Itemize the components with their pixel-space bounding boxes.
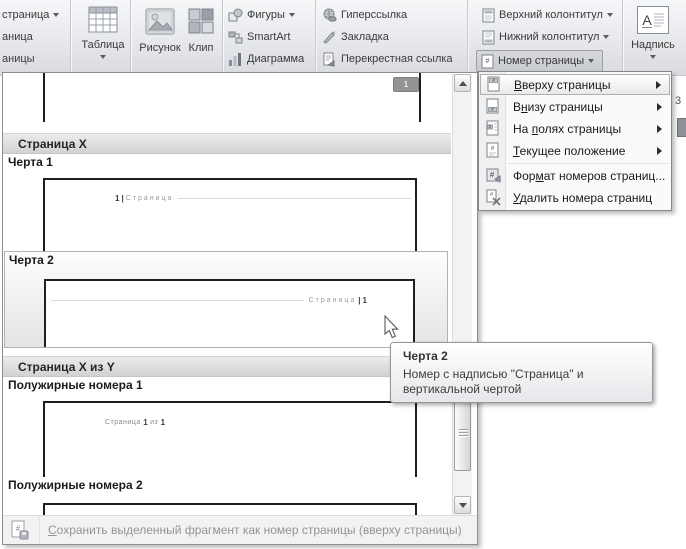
svg-text:#: # [489,170,495,180]
menu-item-top-of-page[interactable]: # Вверху страницы [480,74,670,95]
preview-page: 1 | Страница [43,178,417,251]
preview-rule-line [178,198,411,199]
bookmark-icon [322,30,337,45]
group-divider [315,0,316,75]
gallery-item-cherta-2[interactable]: Черта 2 Страница | 1 [4,251,448,348]
save-selection-command[interactable]: # Сохранить выделенный фрагмент как номер страницы (вверху страницы) [3,515,477,544]
clipart-button[interactable]: Клип [184,8,218,54]
page-number-button[interactable]: # Номер страницы [476,50,603,72]
dropdown-arrow-icon [650,55,656,59]
header-icon [482,8,495,23]
background-window-fragment [677,118,686,137]
submenu-arrow-icon [657,147,662,155]
scroll-down-button[interactable] [454,496,471,514]
menu-item-format-page-numbers[interactable]: # Формат номеров страниц... [480,165,670,186]
gallery-scrollbar[interactable] [452,74,472,515]
chart-button[interactable]: Диаграмма [228,51,304,67]
footer-icon [482,30,495,45]
format-page-numbers-icon [480,167,506,184]
tooltip-title: Черта 2 [403,349,448,363]
gallery-item-tooltip [390,342,653,403]
page-number-bottom-icon [480,98,506,115]
menu-item-current-position[interactable]: # Текущее положение [480,140,670,161]
scroll-up-icon [459,81,467,86]
svg-text:#: # [485,57,490,65]
submenu-arrow-icon [657,125,662,133]
ribbon [0,0,686,76]
thumb-grip [459,432,468,433]
dropdown-arrow-icon [100,55,106,59]
footer-button[interactable]: Нижний колонтитул [482,29,609,45]
group-divider [222,0,223,75]
textbox-icon: A [637,6,669,34]
dropdown-arrow-icon [603,35,609,39]
clipart-icon [187,8,215,35]
gallery-item-bold-numbers-2[interactable]: Полужирные номера 2 [3,477,451,515]
hyperlink-icon [322,8,337,23]
header-button[interactable]: Верхний колонтитул [482,7,613,23]
scroll-up-button[interactable] [454,74,471,92]
gallery-section-header-page-x: Страница X [3,133,451,154]
submenu-arrow-icon [656,81,661,89]
picture-icon [145,8,175,35]
dropdown-arrow-icon [53,13,59,17]
bookmark-button[interactable]: Закладка [322,29,389,45]
textbox-button[interactable]: A Надпись [630,6,676,59]
footer-divider [39,517,40,544]
preview-page: Страница 1 из 1 [43,401,417,477]
gallery-item-scrolled-preview[interactable] [43,73,421,122]
group-divider [130,0,131,75]
preview-rule-line [51,300,304,301]
svg-text:#: # [489,192,494,198]
dropdown-arrow-icon [289,13,295,17]
scrollbar-thumb[interactable] [454,394,471,471]
gallery-section-header-page-x-of-y: Страница X из Y [3,356,451,377]
page-number-icon [481,54,494,69]
shapes-button[interactable]: Фигуры [228,7,295,23]
page-number-current-icon [480,142,506,159]
page-number-margin-icon [480,120,506,137]
scroll-down-icon [459,503,467,508]
cross-reference-icon [322,52,337,67]
submenu-arrow-icon [657,103,662,111]
cover-page-button[interactable]: страница [2,7,59,23]
menu-separator [508,163,668,164]
page-number-menu [478,71,672,211]
gallery-item-bold-numbers-1[interactable]: Полужирные номера 1 Страница 1 из 1 [3,377,451,477]
svg-text:#: # [491,107,494,114]
dropdown-arrow-icon [588,59,594,63]
gallery-item-cherta-1[interactable]: Черта 1 1 | Страница [3,154,451,251]
page-break-button[interactable]: аницы [2,53,35,65]
menu-item-page-margins[interactable]: # На полях страницы [480,118,670,139]
page-number-field: 1 [393,77,419,92]
group-divider [622,0,623,75]
svg-text:#: # [490,146,495,152]
background-window-fragment: 3 [675,95,682,107]
table-button[interactable]: Таблица [78,6,128,59]
group-divider [467,0,468,75]
svg-text:#: # [15,524,21,533]
page-number-gallery [2,72,478,545]
smartart-button[interactable]: SmartArt [228,29,290,45]
tooltip-body: Номер с надписью "Страница" и вертикальной чертой [403,367,584,396]
save-page-number-icon [10,520,30,540]
thumb-grip [459,435,468,436]
preview-page: Страница | 1 [44,279,415,347]
chart-icon [228,52,243,67]
mouse-cursor-icon [383,315,401,345]
menu-item-remove-page-numbers[interactable]: # Удалить номера страниц [480,187,670,208]
dropdown-arrow-icon [607,13,613,17]
page-number-top-icon [481,76,507,93]
table-icon [88,6,118,33]
remove-page-numbers-icon [480,189,506,206]
preview-page [43,503,417,515]
blank-page-button[interactable]: аница [2,31,33,43]
svg-text:#: # [492,78,495,85]
picture-button[interactable]: Рисунок [138,8,182,54]
menu-item-bottom-of-page[interactable]: # Внизу страницы [480,96,670,117]
thumb-grip [459,429,468,430]
group-divider [70,0,71,75]
cross-reference-button[interactable]: Перекрестная ссылка [322,51,453,67]
hyperlink-button[interactable]: Гиперссылка [322,7,407,23]
svg-text:#: # [488,124,492,131]
smartart-icon [228,30,243,45]
shapes-icon [228,8,243,23]
